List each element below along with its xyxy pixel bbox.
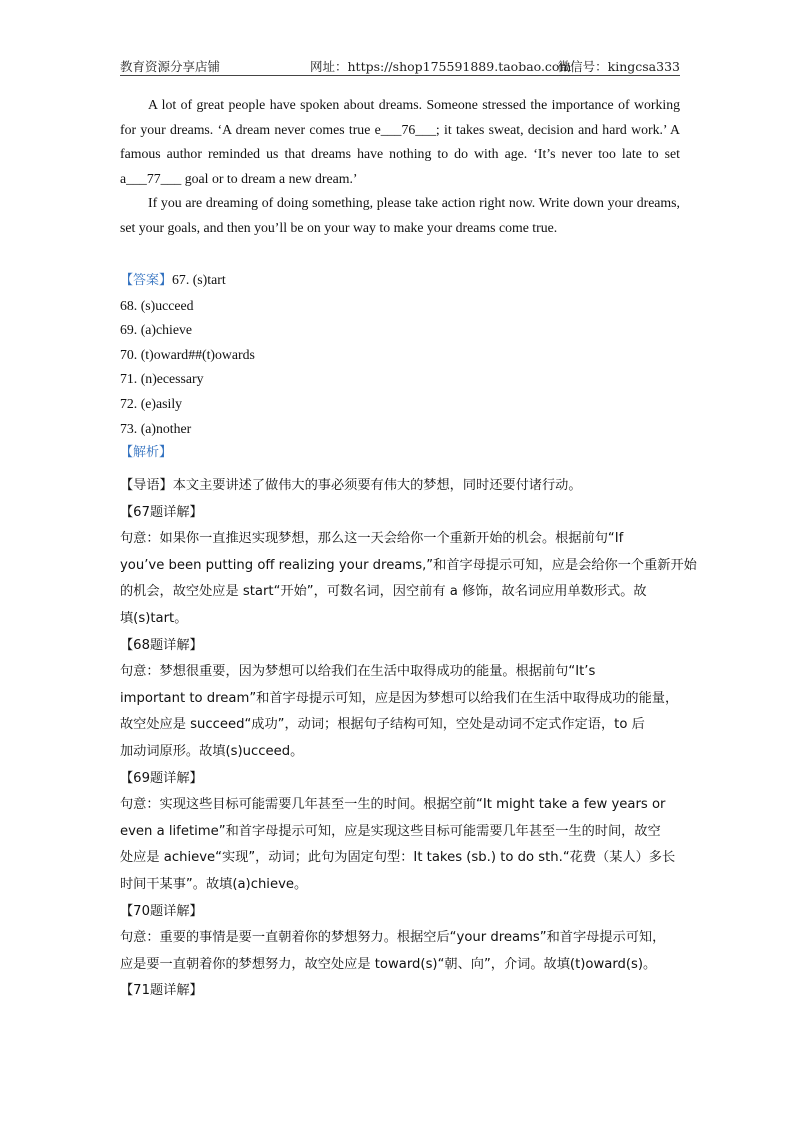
q70-line: 句意：重要的事情是要一直朝着你的梦想努力。根据空后“your dreams”和首字母提示可知， bbox=[120, 930, 666, 946]
q69-line: 处应是 achieve“实现”，动词；此句为固定句型：It takes (sb.) to do sth.“花费（某人）多长 bbox=[120, 850, 676, 866]
q67-line: 填(s)tart。 bbox=[120, 610, 188, 626]
answer-label: 【答案】 bbox=[120, 273, 173, 288]
q69-line: even a lifetime”和首字母提示可知，应是实现这些目标可能需要几年甚至一生的时间，故空 bbox=[120, 823, 661, 839]
q69-line: 时间干某事”。故填(a)chieve。 bbox=[120, 876, 308, 892]
passage-paragraph-1: A lot of great people have spoken about dreams. Someone stressed the importance of working for your dreams. ‘A dream never comes true e___76___; it takes sweat, decision and hard work.’ A famous author reminded us that dreams have nothing to do with age. ‘It’s never too late to set a___77___ goal or to dream a new dream.’ bbox=[120, 97, 680, 186]
analysis-section bbox=[120, 473, 697, 1005]
q68-line: 加动词原形。故填(s)ucceed。 bbox=[120, 743, 304, 759]
passage-paragraph-2: If you are dreaming of doing something, please take action right now. Write down your dreams, set your goals, and then you’ll be on your way to make your dreams come true. bbox=[120, 195, 680, 235]
q69-heading: 【69题详解】 bbox=[120, 770, 203, 786]
answer-section bbox=[120, 268, 680, 466]
analysis-intro: 【导语】本文主要讲述了做伟大的事必须要有伟大的梦想，同时还要付诸行动。 bbox=[120, 478, 582, 493]
header-wechat-id: 微信号：kingcsa333 bbox=[557, 59, 680, 74]
q71-heading: 【71题详解】 bbox=[120, 983, 203, 999]
q68-heading: 【68题详解】 bbox=[120, 637, 203, 653]
q67-heading: 【67题详解】 bbox=[120, 504, 203, 520]
answer-item: 72. (e)asily bbox=[120, 395, 183, 411]
answer-item: 70. (t)oward##(t)owards bbox=[120, 346, 255, 362]
reading-passage bbox=[120, 93, 680, 240]
analysis-label: 【解析】 bbox=[120, 445, 173, 461]
q68-line: important to dream”和首字母提示可知，应是因为梦想可以给我们在生活中取得成功的能量， bbox=[120, 690, 679, 706]
q68-line: 故空处应是 succeed“成功”，动词；根据句子结构可知，空处是动词不定式作定语，to 后 bbox=[120, 717, 645, 733]
q68-line: 句意：梦想很重要，因为梦想可以给我们在生活中取得成功的能量。根据前句“It’s bbox=[120, 664, 596, 680]
header-shop-name: 教育资源分享店铺 bbox=[120, 59, 221, 74]
answer-item: 71. (n)ecessary bbox=[120, 371, 204, 387]
q70-heading: 【70题详解】 bbox=[120, 903, 203, 919]
answer-item: 73. (a)nother bbox=[120, 420, 192, 436]
header-divider bbox=[120, 75, 680, 76]
answer-item: 68. (s)ucceed bbox=[120, 297, 194, 313]
q67-line: you’ve been putting off realizing your dreams,”和首字母提示可知，应是会给你一个重新开始 bbox=[120, 557, 697, 573]
q67-line: 的机会，故空处应是 start“开始”，可数名词，因空前有 a 修饰，故名词应用单数形式。故 bbox=[120, 584, 647, 600]
header-url[interactable]: 网址：https://shop175591889.taobao.com bbox=[310, 59, 572, 74]
page-header bbox=[120, 57, 680, 75]
q67-line: 句意：如果你一直推迟实现梦想，那么这一天会给你一个重新开始的机会。根据前句“If bbox=[120, 531, 624, 547]
answer-first-line bbox=[120, 268, 680, 294]
answer-item: 69. (a)chieve bbox=[120, 322, 193, 338]
q69-line: 句意：实现这些目标可能需要几年甚至一生的时间。根据空前“It might take a few years or bbox=[120, 797, 666, 813]
answer-item: 67. (s)tart bbox=[172, 272, 226, 287]
q70-line: 应是要一直朝着你的梦想努力，故空处应是 toward(s)“朝、向”，介词。故填(t)oward(s)。 bbox=[120, 956, 657, 972]
